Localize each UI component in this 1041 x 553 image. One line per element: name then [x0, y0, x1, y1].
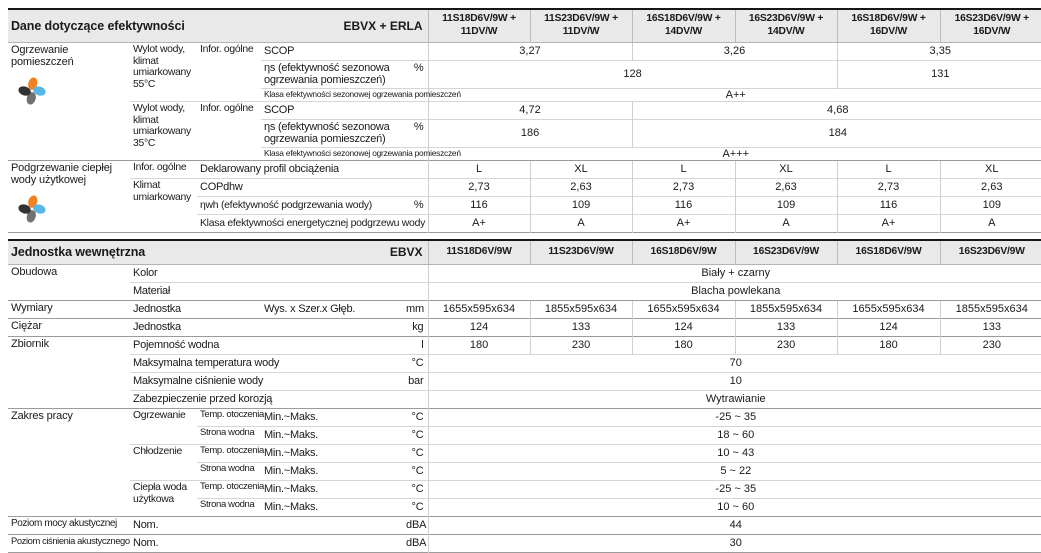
value-cell	[837, 336, 940, 354]
series-label: EBVX	[261, 240, 428, 265]
row-parameter	[261, 408, 403, 426]
cell-text: XL	[985, 163, 999, 176]
value-cell	[530, 318, 632, 336]
cell-text: 180	[469, 339, 489, 352]
row-parameter	[130, 534, 403, 552]
cell-text: XL	[574, 163, 588, 176]
row-parameter	[261, 444, 403, 462]
cell-text: 133	[776, 321, 796, 334]
unit-label	[403, 408, 428, 426]
cell-text: A	[988, 217, 996, 230]
value-cell	[428, 264, 1041, 282]
cell-text: L	[475, 163, 483, 176]
value-cell	[632, 101, 1041, 119]
cell-text: °C	[411, 429, 424, 442]
row-subcategory	[130, 43, 197, 102]
cell-text: 109	[571, 199, 591, 212]
value-cell	[530, 336, 632, 354]
value-cell	[428, 43, 632, 61]
row-parameter	[130, 282, 428, 300]
cell-text: ηs (efektywność sezonowa ogrzewania pomieszczeń)	[264, 62, 390, 87]
row-parameter	[130, 390, 428, 408]
unit-label	[403, 444, 428, 462]
cell-text: 3,26	[723, 45, 746, 58]
row-parameter	[261, 147, 461, 160]
cell-text: 128	[623, 68, 642, 81]
unit-label	[403, 498, 428, 516]
dhw-heating-icon	[18, 194, 46, 224]
cell-text: Min.~Maks.	[264, 429, 319, 442]
value-cell	[428, 160, 530, 178]
cell-text: XL	[779, 163, 793, 176]
row-subcategory	[130, 178, 197, 232]
cell-text: °C	[411, 483, 424, 496]
cell-text: L	[680, 163, 687, 176]
model-column-header: 11S23D6V/9W	[530, 240, 632, 265]
cell-text: ηs (efektywność sezonowa ogrzewania pomieszczeń)	[264, 120, 390, 146]
model-column-header: 16S18D6V/9W + 14DV/W	[632, 9, 735, 43]
cell-text: Temp. otoczenia	[200, 444, 264, 456]
cell-text: Zabezpieczenie przed korozją	[133, 393, 273, 406]
cell-text: Min.~Maks.	[264, 447, 319, 460]
cell-text: 10 ~ 60	[717, 501, 755, 514]
value-cell	[632, 318, 735, 336]
row-category	[8, 318, 130, 336]
row-parameter	[197, 178, 403, 196]
row-subcategory	[197, 444, 264, 462]
row-subcategory	[130, 408, 197, 444]
unit-label	[403, 426, 428, 444]
row-subcategory	[197, 480, 264, 498]
value-cell	[428, 462, 1041, 480]
cell-text: Klasa efektywności sezonowej ogrzewania pomieszczeń	[264, 89, 461, 100]
cell-text: 116	[674, 199, 693, 212]
cell-text: Chłodzenie	[133, 445, 182, 457]
cell-text: COPdhw	[200, 181, 243, 194]
cell-text: 44	[729, 519, 742, 532]
row-subcategory	[130, 101, 197, 160]
cell-text: Blacha powlekana	[691, 285, 781, 298]
row-parameter	[130, 300, 261, 318]
row-parameter	[261, 498, 403, 516]
model-column-header: 16S18D6V/9W	[837, 240, 940, 265]
model-column-header: 16S23D6V/9W	[735, 240, 837, 265]
cell-text: 3,27	[519, 45, 541, 58]
row-parameter	[261, 88, 461, 101]
cell-text: Obudowa	[11, 265, 58, 278]
cell-text: Materiał	[133, 285, 171, 298]
value-cell	[428, 178, 530, 196]
unit-label	[403, 160, 428, 178]
cell-text: 109	[982, 199, 1001, 212]
model-column-header: 16S23D6V/9W + 14DV/W	[735, 9, 837, 43]
value-cell	[940, 318, 1041, 336]
row-category	[8, 336, 130, 408]
row-category	[8, 43, 130, 161]
indoor-unit-table	[8, 239, 1041, 553]
cell-text: Ogrzewanie pomieszczeń	[11, 44, 74, 69]
value-cell	[735, 160, 837, 178]
cell-text: Min.~Maks.	[264, 465, 319, 478]
cell-text: Infor. ogólne	[133, 161, 187, 173]
row-parameter	[130, 336, 403, 354]
cell-text: -25 ~ 35	[715, 483, 757, 496]
value-cell	[428, 282, 1041, 300]
model-column-header: 16S18D6V/9W + 16DV/W	[837, 9, 940, 43]
cell-text: SCOP	[264, 104, 295, 117]
cell-text: A+	[676, 217, 691, 230]
value-cell	[428, 390, 1041, 408]
cell-text: Klimat umiarkowany	[133, 179, 191, 203]
row-parameter	[261, 426, 403, 444]
cell-text: A++	[725, 88, 746, 101]
cell-text: Temp. otoczenia	[200, 408, 264, 420]
cell-text: 18 ~ 60	[717, 429, 755, 442]
value-cell	[428, 147, 1041, 160]
unit-label	[403, 480, 428, 498]
cell-text: Ciężar	[11, 319, 42, 332]
value-cell	[735, 196, 837, 214]
cell-text: 4,72	[519, 104, 541, 117]
cell-text: Jednostka	[133, 321, 181, 334]
value-cell	[735, 336, 837, 354]
cell-text: dBA	[406, 519, 427, 532]
cell-text: Strona wodna	[200, 498, 255, 510]
cell-text: 180	[879, 339, 898, 352]
cell-text: SCOP	[264, 45, 295, 58]
cell-text: Wylot wody, klimat umiarkowany 55°C	[133, 44, 191, 90]
cell-text: 186	[520, 127, 540, 140]
value-cell	[632, 196, 735, 214]
cell-text: Wytrawianie	[705, 393, 766, 406]
value-cell	[940, 336, 1041, 354]
unit-label	[403, 354, 428, 372]
cell-text: 10 ~ 43	[717, 447, 755, 460]
cell-text: Poziom mocy akustycznej	[11, 517, 117, 529]
cell-text: Wys. x Szer.x Głęb.	[264, 303, 356, 316]
cell-text: Min.~Maks.	[264, 411, 319, 424]
unit-label	[403, 178, 428, 196]
cell-text: l	[421, 339, 424, 352]
cell-text: A	[782, 217, 790, 230]
value-cell	[837, 318, 940, 336]
efficiency-table	[8, 8, 1041, 233]
cell-text: Zakres pracy	[11, 409, 73, 422]
row-parameter	[261, 300, 403, 318]
model-column-header: 16S23D6V/9W + 16DV/W	[940, 9, 1041, 43]
value-cell	[632, 178, 735, 196]
cell-text: 2,73	[877, 181, 900, 194]
value-cell	[940, 214, 1041, 232]
cell-text: Maksymalne ciśnienie wody	[133, 375, 264, 388]
cell-text: 2,73	[672, 181, 695, 194]
value-cell	[428, 101, 632, 119]
value-cell	[530, 196, 632, 214]
value-cell	[837, 61, 1041, 89]
cell-text: °C	[411, 501, 424, 514]
value-cell	[632, 43, 837, 61]
value-cell	[428, 336, 530, 354]
row-parameter	[197, 214, 428, 232]
row-subcategory	[130, 444, 197, 480]
cell-text: 116	[470, 199, 488, 212]
row-parameter	[261, 119, 403, 147]
row-parameter	[261, 43, 403, 61]
cell-text: 2,73	[468, 181, 490, 194]
cell-text: Maksymalna temperatura wody	[133, 357, 280, 370]
cell-text: 2,63	[570, 181, 592, 194]
value-cell	[530, 300, 632, 318]
value-cell	[632, 336, 735, 354]
row-subcategory	[197, 498, 261, 516]
value-cell	[940, 196, 1041, 214]
unit-label	[403, 196, 428, 214]
series-label: EBVX + ERLA	[261, 9, 428, 43]
cell-text: °C	[411, 411, 424, 424]
section-title: Jednostka wewnętrzna	[8, 240, 261, 265]
value-cell	[428, 408, 1041, 426]
row-parameter	[130, 516, 403, 534]
cell-text: 30	[729, 537, 742, 550]
model-column-header: 11S18D6V/9W + 11DV/W	[428, 9, 530, 43]
value-cell	[530, 178, 632, 196]
cell-text: 180	[674, 339, 693, 352]
unit-label	[403, 119, 428, 147]
cell-text: %	[413, 199, 424, 212]
cell-text: 230	[571, 339, 591, 352]
cell-text: 4,68	[827, 104, 849, 117]
model-column-header: 16S23D6V/9W	[940, 240, 1041, 265]
cell-text: 184	[828, 127, 847, 140]
value-cell	[837, 214, 940, 232]
cell-text: 116	[879, 199, 898, 212]
cell-text: dBA	[406, 537, 427, 550]
cell-text: Infor. ogólne	[200, 102, 254, 114]
cell-text: 124	[674, 321, 693, 334]
value-cell	[632, 300, 735, 318]
cell-text: bar	[408, 375, 424, 388]
value-cell	[735, 214, 837, 232]
cell-text: L	[885, 163, 892, 176]
value-cell	[428, 88, 1041, 101]
cell-text: Deklarowany profil obciążenia	[200, 163, 339, 176]
cell-text: 230	[982, 339, 1001, 352]
cell-text: Jednostka	[133, 303, 181, 316]
unit-label	[403, 462, 428, 480]
cell-text: Wymiary	[11, 301, 53, 314]
unit-label	[403, 43, 428, 61]
row-category	[8, 300, 130, 318]
value-cell	[428, 300, 530, 318]
cell-text: 131	[931, 68, 950, 81]
row-subcategory	[197, 408, 264, 426]
value-cell	[428, 480, 1041, 498]
row-subcategory	[130, 160, 197, 178]
row-subcategory	[197, 101, 261, 160]
value-cell	[735, 178, 837, 196]
cell-text: Strona wodna	[200, 426, 255, 438]
unit-label	[403, 516, 428, 534]
cell-text: °C	[411, 447, 424, 460]
cell-text: Infor. ogólne	[200, 44, 254, 55]
cell-text: A+	[881, 217, 896, 230]
cell-text: 124	[879, 321, 898, 334]
cell-text: Min.~Maks.	[264, 483, 319, 496]
row-subcategory	[130, 480, 197, 516]
cell-text: Biały + czarny	[701, 267, 771, 280]
value-cell	[837, 160, 940, 178]
cell-text: Wylot wody, klimat umiarkowany 35°C	[133, 102, 191, 149]
model-column-header: 11S18D6V/9W	[428, 240, 530, 265]
cell-text: 1655x595x634	[647, 303, 720, 316]
cell-text: 1855x595x634	[955, 303, 1028, 316]
cell-text: Zbiornik	[11, 337, 49, 350]
value-cell	[940, 160, 1041, 178]
value-cell	[735, 318, 837, 336]
value-cell	[940, 178, 1041, 196]
cell-text: 70	[729, 357, 742, 370]
row-category	[8, 264, 130, 300]
row-parameter	[130, 264, 428, 282]
cell-text: %	[413, 120, 424, 133]
value-cell	[837, 43, 1041, 61]
cell-text: Ciepła woda użytkowa	[133, 481, 187, 505]
cell-text: 3,35	[929, 45, 951, 58]
row-subcategory	[197, 462, 261, 480]
value-cell	[428, 196, 530, 214]
value-cell	[428, 498, 1041, 516]
cell-text: 230	[776, 339, 796, 352]
value-cell	[940, 300, 1041, 318]
cell-text: ηwh (efektywność podgrzewania wody)	[200, 199, 373, 211]
cell-text: 1855x595x634	[749, 303, 823, 316]
cell-text: 124	[469, 321, 489, 334]
cell-text: mm	[406, 303, 425, 316]
value-cell	[837, 300, 940, 318]
cell-text: Nom.	[133, 519, 159, 532]
model-column-header: 11S23D6V/9W + 11DV/W	[530, 9, 632, 43]
unit-label	[403, 300, 428, 318]
value-cell	[632, 160, 735, 178]
model-column-header: 16S18D6V/9W	[632, 240, 735, 265]
row-category	[8, 160, 130, 232]
cell-text: 133	[571, 321, 591, 334]
unit-label	[403, 318, 428, 336]
cell-text: Poziom ciśnienia akustycznego	[11, 534, 130, 546]
cell-text: A+++	[722, 147, 750, 160]
value-cell	[428, 119, 632, 147]
value-cell	[428, 372, 1041, 390]
space-heating-icon	[18, 76, 46, 106]
value-cell	[735, 300, 837, 318]
section-title: Dane dotyczące efektywności	[8, 9, 261, 43]
cell-text: Podgrzewanie ciepłej wody użytkowej	[11, 161, 112, 187]
row-parameter	[197, 160, 403, 178]
cell-text: 109	[776, 199, 796, 212]
cell-text: kg	[412, 321, 424, 334]
cell-text: °C	[411, 357, 424, 370]
row-parameter	[130, 372, 403, 390]
value-cell	[837, 196, 940, 214]
cell-text: Min.~Maks.	[264, 501, 319, 514]
cell-text: A	[577, 217, 585, 230]
cell-text: 133	[982, 321, 1001, 334]
row-category	[8, 516, 130, 534]
cell-text: Temp. otoczenia	[200, 480, 264, 492]
cell-text: -25 ~ 35	[715, 411, 757, 424]
cell-text: A+	[472, 217, 486, 230]
value-cell	[428, 444, 1041, 462]
value-cell	[428, 426, 1041, 444]
row-parameter	[197, 196, 403, 214]
value-cell	[428, 61, 837, 89]
cell-text: 1855x595x634	[544, 303, 618, 316]
row-parameter	[261, 462, 403, 480]
value-cell	[428, 214, 530, 232]
value-cell	[428, 534, 1041, 552]
cell-text: Ogrzewanie	[133, 409, 186, 421]
unit-label	[403, 101, 428, 119]
row-parameter	[130, 318, 403, 336]
cell-text: 1655x595x634	[852, 303, 925, 316]
cell-text: Klasa efektywności sezonowej ogrzewania pomieszczeń	[264, 148, 461, 159]
value-cell	[632, 214, 735, 232]
row-category	[8, 534, 130, 552]
cell-text: 2,63	[981, 181, 1003, 194]
cell-text: 5 ~ 22	[720, 465, 752, 478]
row-subcategory	[197, 426, 261, 444]
unit-label	[403, 61, 428, 89]
cell-text: Nom.	[133, 537, 159, 550]
row-subcategory	[197, 43, 261, 102]
cell-text: Strona wodna	[200, 462, 255, 474]
unit-label	[403, 372, 428, 390]
cell-text: Pojemność wodna	[133, 339, 220, 352]
cell-text: Klasa efektywności energetycznej podgrzewu wody	[200, 217, 426, 229]
row-parameter	[261, 101, 403, 119]
cell-text: 10	[729, 375, 742, 388]
cell-text: 1655x595x634	[442, 303, 516, 316]
value-cell	[428, 318, 530, 336]
row-parameter	[261, 61, 403, 89]
cell-text: %	[413, 62, 424, 74]
row-category	[8, 408, 130, 516]
value-cell	[530, 214, 632, 232]
value-cell	[632, 119, 1041, 147]
row-parameter	[130, 354, 403, 372]
value-cell	[428, 354, 1041, 372]
value-cell	[530, 160, 632, 178]
unit-label	[403, 336, 428, 354]
cell-text: Kolor	[133, 267, 158, 280]
value-cell	[837, 178, 940, 196]
cell-text: °C	[411, 465, 424, 478]
value-cell	[428, 516, 1041, 534]
row-parameter	[261, 480, 403, 498]
unit-label	[403, 534, 428, 552]
cell-text: 2,63	[775, 181, 797, 194]
